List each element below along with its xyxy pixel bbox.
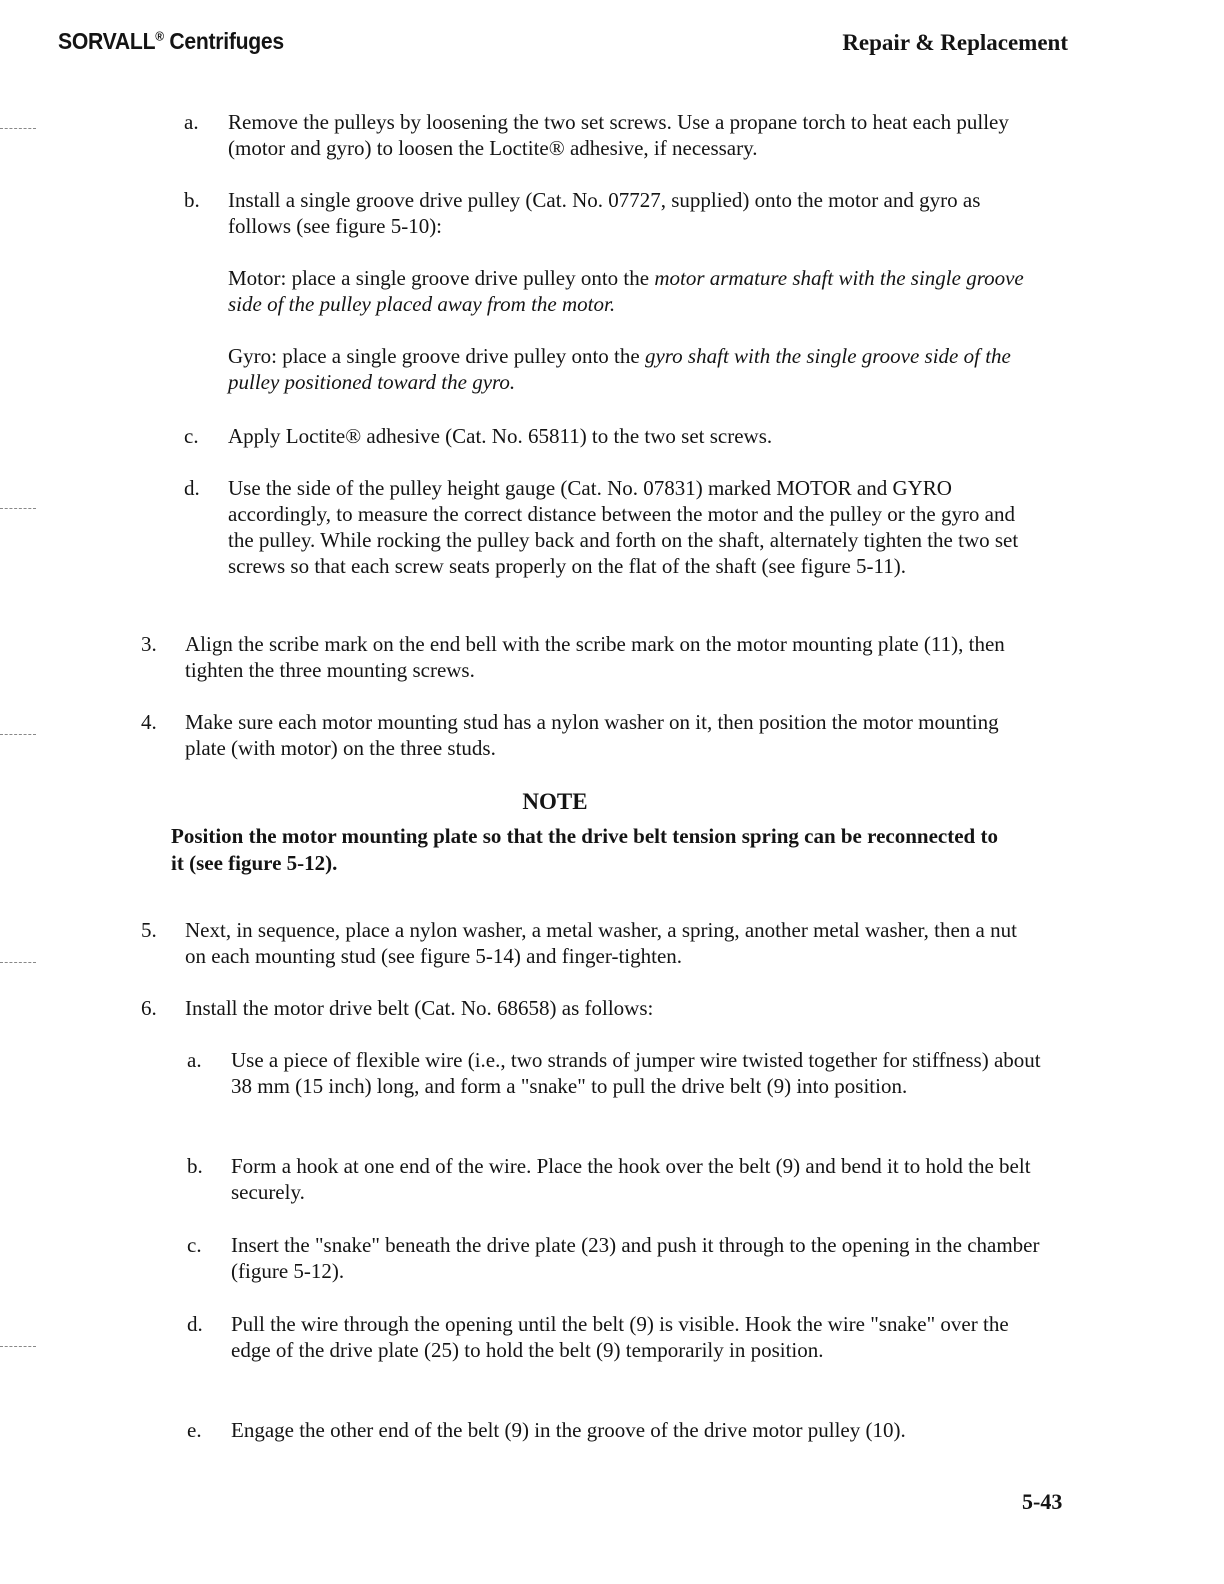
step-text: Engage the other end of the belt (9) in the groove of the drive motor pulley (10).	[231, 1418, 906, 1442]
brand-name: SORVALL	[58, 28, 156, 54]
header-brand	[58, 28, 284, 55]
margin-mark	[0, 508, 36, 511]
page-number: 5-43	[1022, 1489, 1063, 1514]
note-text: Position the motor mounting plate so that the drive belt tension spring can be reconnected to it (see figure 5-12).	[171, 824, 998, 875]
step-marker: d.	[187, 1312, 203, 1336]
step-text: Remove the pulleys by loosening the two set screws. Use a propane torch to heat each pulley (motor and gyro) to loosen the Loctite® adhesive, if necessary.	[228, 110, 1009, 160]
gyro-emphasis: gyro shaft with the single groove side of the pulley positioned toward the gyro.	[228, 344, 1011, 394]
step-marker: 4.	[141, 710, 157, 734]
motor-lead: Motor: place a single groove drive pulley onto the	[228, 266, 655, 290]
step-text: Make sure each motor mounting stud has a nylon washer on it, then position the motor mounting plate (with motor) on the three studs.	[185, 710, 999, 760]
step-text: Use a piece of flexible wire (i.e., two strands of jumper wire twisted together for stiffness) about 38 mm (15 inch) long, and form a "snake" to pull the drive belt (9) into position.	[231, 1048, 1041, 1098]
step-text: Align the scribe mark on the end bell with the scribe mark on the motor mounting plate (11), then tighten the three mounting screws.	[185, 632, 1005, 682]
header-section-title: Repair & Replacement	[842, 30, 1068, 55]
motor-emphasis: motor armature shaft with the single groove side of the pulley placed away from the motor.	[228, 266, 1024, 316]
step-marker: a.	[187, 1048, 202, 1072]
note-title: NOTE	[522, 789, 588, 814]
registered-mark: ®	[155, 28, 164, 44]
step-marker: 6.	[141, 996, 157, 1020]
step-marker: b.	[187, 1154, 203, 1178]
step-marker: 5.	[141, 918, 157, 942]
motor-instruction	[228, 265, 1040, 317]
step-marker: d.	[184, 476, 200, 500]
step-text: Install the motor drive belt (Cat. No. 68658) as follows:	[185, 996, 654, 1020]
step-marker: c.	[187, 1233, 202, 1257]
step-marker: c.	[184, 424, 199, 448]
step-text: Apply Loctite® adhesive (Cat. No. 65811) to the two set screws.	[228, 424, 773, 448]
margin-mark	[0, 734, 36, 737]
margin-mark	[0, 128, 36, 131]
margin-mark	[0, 1346, 36, 1349]
step-text: Use the side of the pulley height gauge (Cat. No. 07831) marked MOTOR and GYRO accordingly, to measure the correct distance between the motor and the pulley or the gyro and the pulley. While rocking the pulley back and forth on the shaft, alternately tighten the two set screws so that each screw seats properly on the flat of the shaft (see figure 5-11).	[228, 476, 1019, 578]
step-text: Next, in sequence, place a nylon washer, a metal washer, a spring, another metal washer, then a nut on each mounting stud (see figure 5-14) and finger-tighten.	[185, 918, 1017, 968]
step-text: Pull the wire through the opening until the belt (9) is visible. Hook the wire "snake" over the edge of the drive plate (25) to hold the belt (9) temporarily in position.	[231, 1312, 1009, 1362]
margin-mark	[0, 962, 36, 965]
step-marker: a.	[184, 110, 199, 134]
step-marker: e.	[187, 1418, 202, 1442]
step-text: Form a hook at one end of the wire. Place the hook over the belt (9) and bend it to hold the belt securely.	[231, 1154, 1031, 1204]
step-marker: 3.	[141, 632, 157, 656]
step-text: Insert the "snake" beneath the drive plate (23) and push it through to the opening in the chamber (figure 5-12).	[231, 1233, 1040, 1283]
brand-suffix: Centrifuges	[163, 28, 284, 54]
step-marker: b.	[184, 188, 200, 212]
gyro-instruction	[228, 343, 1040, 395]
step-text: Install a single groove drive pulley (Cat. No. 07727, supplied) onto the motor and gyro as follows (see figure 5-10):	[228, 188, 981, 238]
gyro-lead: Gyro: place a single groove drive pulley onto the	[228, 344, 645, 368]
